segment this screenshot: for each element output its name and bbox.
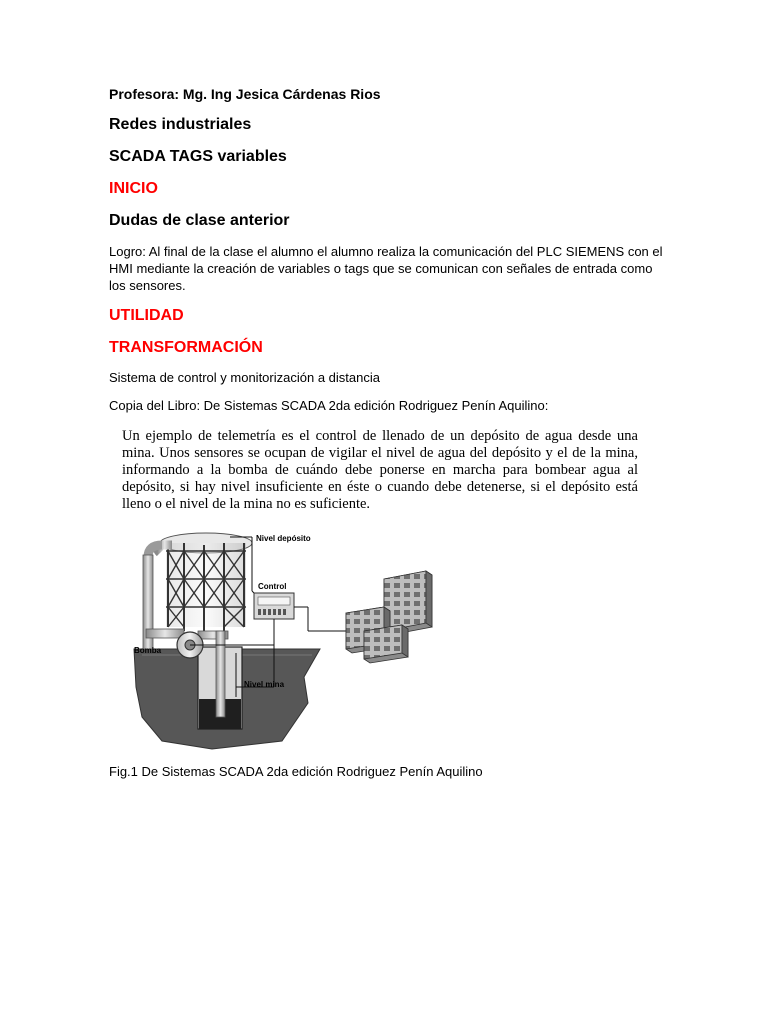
water-tank [160,533,252,633]
author-line: Profesora: Mg. Ing Jesica Cárdenas Rios [109,86,381,102]
section-transformacion-heading: TRANSFORMACIÓN [109,339,263,356]
telemetry-figure [132,527,436,755]
label-control: Control [258,582,287,591]
book-quote: Un ejemplo de telemetría es el control de llenado de un depósito de agua desde una mina. Unos sensores se ocupan de vigilar el nivel de agua del depósito y el de la mina, informando a la bomba de cuándo debe ponerse en marcha para bombear agua al depósito, si hay nivel insuficiente en éste o cuando debe detenerse, si el depósito está lleno o el nivel de la mina no es suficiente. [122,428,638,512]
label-tank-level: Nivel depósito [256,534,311,543]
system-description-line: Sistema de control y monitorización a distancia [109,370,380,385]
section-inicio-heading: INICIO [109,180,158,197]
logro-paragraph: Logro: Al final de la clase el alumno el alumno realiza la comunicación del PLC SIEMENS con el HMI mediante la creación de variables o tags que se comunican con señales de entrada como los sensores. [109,244,663,293]
label-mine-level: Nivel mina [244,680,285,689]
figure-caption: Fig.1 De Sistemas SCADA 2da edición Rodriguez Penín Aquilino [109,764,483,779]
telemetry-diagram [132,527,436,755]
doubts-heading: Dudas de clase anterior [109,212,290,229]
book-copy-line: Copia del Libro: De Sistemas SCADA 2da edición Rodriguez Penín Aquilino: [109,398,549,413]
topic-title: SCADA TAGS variables [109,148,287,165]
label-pump: Bomba [134,646,162,655]
section-utilidad-heading: UTILIDAD [109,307,184,324]
course-title: Redes industriales [109,116,252,133]
